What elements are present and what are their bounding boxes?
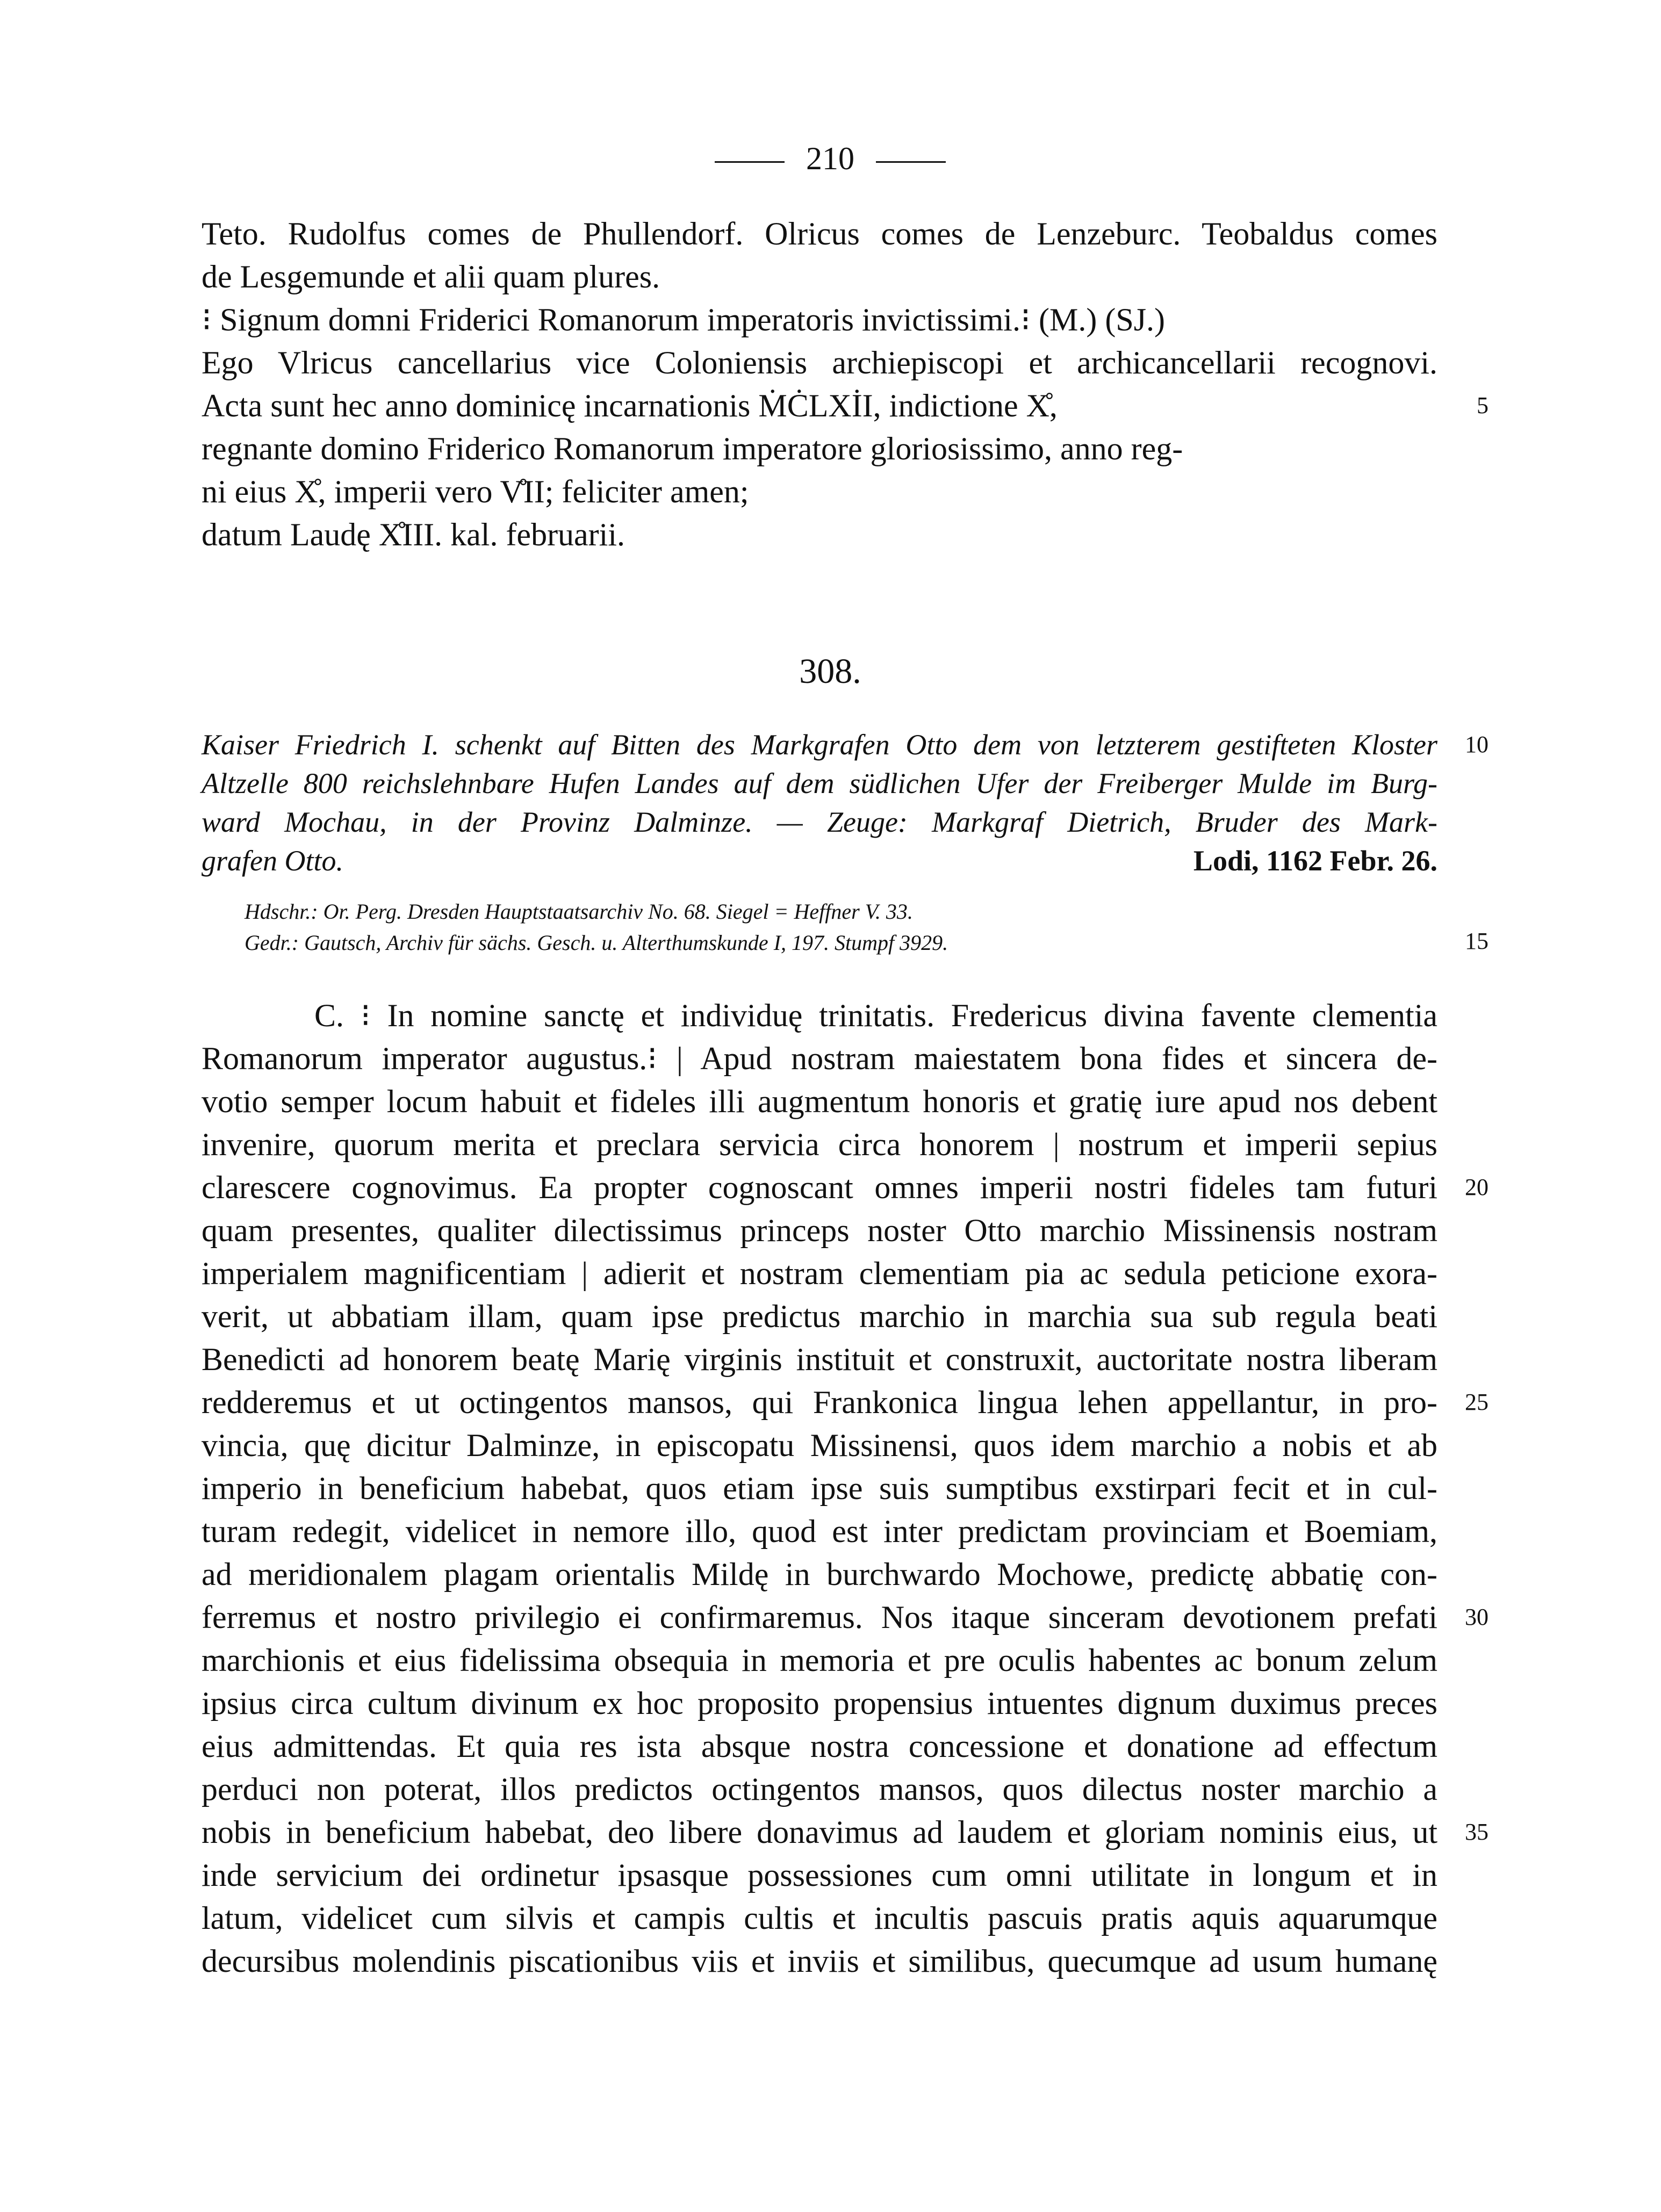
line-number: 10	[1465, 731, 1489, 758]
summary-line: grafen Otto.	[202, 845, 343, 877]
date-place: Lodi, 1162 Febr. 26.	[1193, 845, 1437, 877]
page-number	[645, 137, 1016, 180]
body-line: perduci non poterat, illos predictos octingentos mansos, quos dilectus noster marchio a	[202, 1771, 1437, 1807]
text-line: regnante domino Friderico Romanorum imperatore gloriosissimo, anno reg-	[202, 431, 1183, 466]
text-line: de Lesgemunde et alii quam plures.	[202, 259, 660, 294]
body-line: decursibus molendinis piscationibus viis et inviis et similibus, quecumque ad usum humanę	[202, 1943, 1437, 1979]
print-note: Gedr.: Gautsch, Archiv für sächs. Gesch. u. Alterthumskunde I, 197. Stumpf 3929.	[245, 931, 948, 955]
text-line: datum Laudę X̊III. kal. februarii.	[202, 517, 625, 552]
summary-line: Altzelle 800 reichslehnbare Hufen Landes auf dem südlichen Ufer der Freiberger Mulde im Burg-	[202, 767, 1437, 799]
line-number: 5	[1477, 392, 1489, 419]
body-line: eius admittendas. Et quia res ista absque nostra concessione et donatione ad effectum	[202, 1728, 1437, 1764]
body-line: vincia, quę dicitur Dalminze, in episcopatu Missinensi, quos idem marchio a nobis et ab	[202, 1428, 1437, 1463]
text-line: ni eius X̊, imperii vero V̊II; feliciter amen;	[202, 474, 749, 509]
page-number-text: 210	[806, 141, 854, 176]
body-line: C. ⁝ In nomine sanctę et individuę trinitatis. Fredericus divina favente clementia	[314, 998, 1437, 1033]
body-line: Romanorum imperator augustus.⁝ | Apud nostram maiestatem bona fides et sincera de-	[202, 1041, 1437, 1076]
line-number: 30	[1465, 1604, 1489, 1630]
rule-left	[715, 161, 785, 163]
body-line: imperio in beneficium habebat, quos etiam ipse suis sumptibus exstirpari fecit et in cul-	[202, 1471, 1437, 1506]
body-line: nobis in beneficium habebat, deo libere donavimus ad laudem et gloriam nominis eius, ut	[202, 1814, 1437, 1850]
text-line: ⁝ Signum domni Friderici Romanorum imperatoris invictissimi.⁝ (M.) (SJ.)	[202, 302, 1166, 337]
body-line: latum, videlicet cum silvis et campis cultis et incultis pascuis pratis aquis aquarumque	[202, 1900, 1437, 1936]
summary-line: ward Mochau, in der Provinz Dalminze. — Zeuge: Markgraf Dietrich, Bruder des Mark-	[202, 806, 1437, 838]
manuscript-note: Hdschr.: Or. Perg. Dresden Hauptstaatsarchiv No. 68. Siegel = Heffner V. 33.	[245, 899, 913, 924]
line-number: 20	[1465, 1174, 1489, 1200]
body-line: imperialem magnificentiam | adierit et nostram clementiam pia ac sedula peticione exora-	[202, 1256, 1437, 1291]
rule-right	[876, 161, 946, 163]
body-line: turam redegit, videlicet in nemore illo, quod est inter predictam provinciam et Boemiam,	[202, 1514, 1437, 1549]
body-line: redderemus et ut octingentos mansos, qui Frankonica lingua lehen appellantur, in pro-	[202, 1385, 1437, 1420]
line-number: 25	[1465, 1389, 1489, 1415]
body-line: clarescere cognovimus. Ea propter cognoscant omnes imperii nostri fideles tam futuri	[202, 1170, 1437, 1205]
body-line: verit, ut abbatiam illam, quam ipse predictus marchio in marchia sua sub regula beati	[202, 1299, 1437, 1334]
summary-line: Kaiser Friedrich I. schenkt auf Bitten des Markgrafen Otto dem von letzterem gestifteten Kloster	[202, 729, 1437, 761]
body-line: Benedicti ad honorem beatę Marię virginis instituit et construxit, auctoritate nostra liberam	[202, 1342, 1437, 1377]
body-line: inde servicium dei ordinetur ipsasque possessiones cum omni utilitate in longum et in	[202, 1857, 1437, 1893]
line-number: 15	[1465, 928, 1489, 954]
body-line: ipsius circa cultum divinum ex hoc proposito propensius intuentes dignum duximus preces	[202, 1685, 1437, 1721]
body-line: votio semper locum habuit et fideles illi augmentum honoris et gratię iure apud nos debent	[202, 1084, 1437, 1119]
body-line: invenire, quorum merita et preclara servicia circa honorem | nostrum et imperii sepius	[202, 1127, 1437, 1162]
body-line: quam presentes, qualiter dilectissimus princeps noster Otto marchio Missinensis nostram	[202, 1213, 1437, 1248]
body-line: ad meridionalem plagam orientalis Mildę in burchwardo Mochowe, predictę abbatię con-	[202, 1557, 1437, 1592]
document-number: 308.	[799, 652, 861, 691]
line-number: 35	[1465, 1819, 1489, 1845]
text-line: Acta sunt hec anno dominicę incarnationis ṀĊLXİI, indictione X̊,	[202, 388, 1058, 423]
text-line: Ego Vlricus cancellarius vice Coloniensis archiepiscopi et archicancellarii recognovi.	[202, 345, 1437, 380]
body-line: marchionis et eius fidelissima obsequia in memoria et pre oculis habentes ac bonum zelum	[202, 1642, 1437, 1678]
body-line: ferremus et nostro privilegio ei confirmaremus. Nos itaque sinceram devotionem prefati	[202, 1599, 1437, 1635]
text-line: Teto. Rudolfus comes de Phullendorf. Olricus comes de Lenzeburc. Teobaldus comes	[202, 216, 1437, 251]
